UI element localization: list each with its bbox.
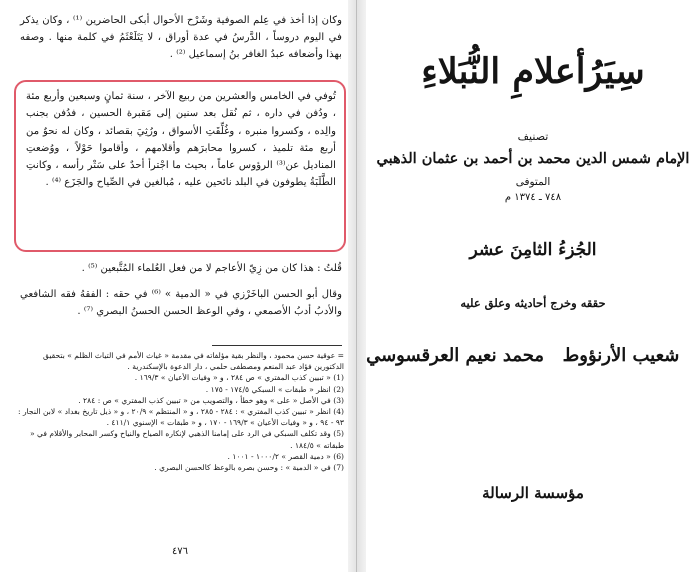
text-line: عن⁽³⁾ الرؤوس عاماً ، بحيث ما اجْترأ أحدٌ على سَتْر رأسه ، وكانتِ الطَّلَبَةُ <box>26 160 336 189</box>
death-dates: ٧٤٨ ـ ١٣٧٤ م <box>504 192 562 203</box>
publisher-name: مؤسسة الرسالة <box>482 484 584 502</box>
footnote: (2) انظر « طبقات » السبكي ١٧٤/٥ - ١٧٥ . <box>205 384 344 394</box>
footnote: (6) « دمية القصر » ١٠٠٠/٢ - ١٠٠١ . <box>227 451 344 461</box>
footnotes <box>18 350 344 473</box>
verification-label: حققه وخرج أحاديثه وعلق عليه <box>460 296 606 310</box>
text-line: الشافعي والأدبُ أدبُ الأصمعي ، وفي الوعظ الحسن الحسنُ البصري ⁽⁷⁾ . <box>20 289 342 317</box>
text-line: تُوفي في الخامس والعشرين من ربيع الآخر ، سنة ثمانٍ وسبعين وأربع <box>43 91 336 102</box>
text-line: وصفه بهذا وأضعافه عبدُ الغافر بنُ إسماعيل ⁽²⁾ . <box>20 32 342 60</box>
spine-line <box>356 0 357 572</box>
book-gutter <box>348 0 366 572</box>
text-page <box>0 0 348 572</box>
intro-paragraph <box>20 12 342 63</box>
footnote: = عوقية حسن محمود ، والنظر بقية مؤلفاته في مقدمة « غياث الأمم في التياث الظلم » بتحقيق الدكتورين فؤاد عبد المنعم ومصطفى حلمي ، دار الدعوة بالإسكندرية . <box>43 351 344 372</box>
footnote-divider <box>212 345 342 346</box>
tasnif-label: تصنيف <box>517 130 549 143</box>
editor-name: محمد نعيم العرقسوسي <box>366 345 544 366</box>
text-line: والِده ، وكسروا منبره ، وغُلِّقَتِ الأسواق ، ورُثِيَ بقصائد ، وكان له نحوٌ من <box>26 125 336 137</box>
footnote: (5) وقد تكلف السبكي في الرد على إمامنا الذهبي لإنكاره الصياح والنياح وكسر المحابر والأقلام في « طبقاته » ١٨٤/٥ . <box>29 429 344 450</box>
title-page <box>366 0 700 572</box>
page-number: ٤٧٦ <box>171 546 189 557</box>
text-line: وقال أبو الحسن الباخَرْزي في « الدمية » ⁽⁶⁾ في حقه : الفقهُ فقه <box>60 289 342 300</box>
footnote: (1) « تبيين كذب المفتري » ص ٢٨٤ ، و « وفيات الأعيان » ١٦٩/٣ . <box>134 373 344 383</box>
footnote: (7) في « الدمية » : وحسن بصره بالوعظ كالحسن البصري . <box>154 463 344 473</box>
text-line: وكان يذكر في اليوم دروساً ، الدَّرسُ في عدة أوراق ، لا يَتَلَعْثَمُ في كلمة منها . <box>20 15 342 43</box>
highlighted-paragraph <box>26 88 336 192</box>
text-line: أربع مئة تلميذ ، كسروا محابرَهم وأقلامهم ، وأقاموا حَوْلاً ، ووُضعتِ المناديل <box>26 142 336 172</box>
died-label: المتوفى <box>515 176 551 188</box>
text-line: مئة ، ودُفن في داره ، ثم نُقل بعد سنين إلى مَقبرة الحسين ، فدُفن بجنب <box>26 91 336 120</box>
text-line: يطوفون في البلد نائحين عليه ، مُبالغين في الصِّياح والجَزَع ⁽⁴⁾ . <box>45 177 307 189</box>
comment-paragraph <box>20 260 342 277</box>
editor-name: شعيب الأرنؤوط <box>562 345 680 366</box>
footnote: (4) انظر « تبيين كذب المفتري » : ٢٨٤ - ٢٨٥ ، و « المنتظم » ٢٠/٩ ، و « ذيل تاريخ بغداد » لابن النجار : ٩٣ - ٩٤ ، و « وفيات الأعيان » ١٦٩/٣ - ١٧٠ ، و « طبقات » الإسنوي ٤١١/١ . <box>17 407 344 428</box>
volume-label: الجُزءُ الثامِنَ عشر <box>469 240 597 260</box>
text-line: قُلتُ : هذا كان من زِيّ الأعاجم لا من فعل العُلماء المُتَّبعين ⁽⁵⁾ . <box>81 263 342 274</box>
text-line: وكان إذا أخذ في عِلم الصوفية وشَرْح الأحوال أبكى الحاضرين ⁽¹⁾ ، <box>66 15 342 26</box>
footnote: (3) في الأصل « على » وهو خطأ ، والتصويب من « تبيين كذب المفتري » ص : ٢٨٤ . <box>78 395 344 405</box>
book-title: سِيَرُأعلامِ النُّبَلاءِ <box>421 51 645 92</box>
author-name: الإمام شمس الدين محمد بن أحمد بن عثمان الذهبي <box>376 150 690 167</box>
quote-paragraph <box>20 286 342 320</box>
